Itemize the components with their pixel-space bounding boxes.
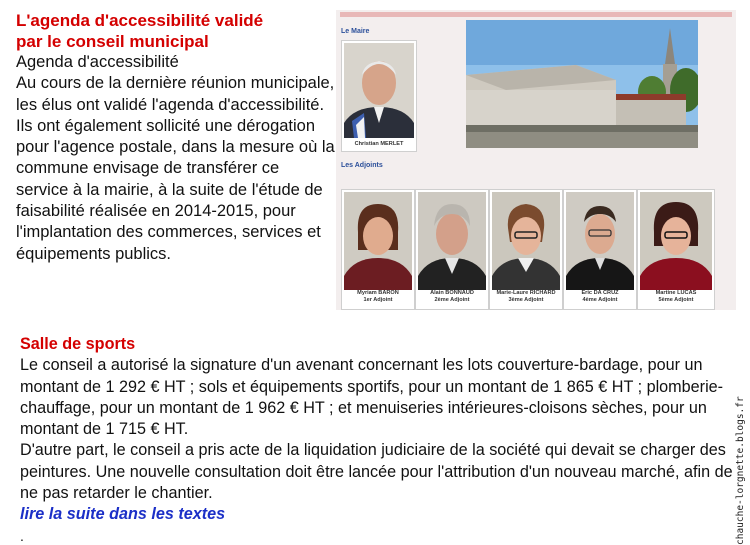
- article-headline: [16, 10, 336, 52]
- deputy-card-1: [341, 189, 415, 310]
- deputy-card-2: [415, 189, 489, 310]
- deputy-role-3: 3ème Adjoint: [508, 297, 544, 303]
- deputy-name-1: Myriam BARON: [357, 290, 399, 296]
- deputy-photo-5: [640, 192, 712, 290]
- deputy-caption-3: [490, 290, 562, 304]
- mayor-caption: [342, 141, 416, 148]
- deputies-section-label: Les Adjoints: [341, 162, 383, 169]
- deputy-name-2: Alain BONNAUD: [430, 290, 474, 296]
- sports-paragraph-1: Le conseil a autorisé la signature d'un avenant concernant les lots couverture-bardage, pour un montant de 1 292 € HT ; sols et équipements sportifs, pour un montant de 1 865 € HT ; plomberie-chauffage, pour un montant de 1 962 € HT ; et menuiseries intérieures-cloisons sèches, pour un montant de 1 715 € HT.: [20, 356, 724, 439]
- deputy-photo-4: [566, 192, 634, 290]
- council-photo-panel: [336, 10, 736, 310]
- headline-line-1: L'agenda d'accessibilité validé: [16, 11, 264, 30]
- sports-paragraph-2: D'autre part, le conseil a pris acte de la liquidation judiciaire de la société qui devait se charger des peintures. Une nouvelle consultation doit être lancée pour l'attribution d'un nouveau marché, afin de ne pas retarder le chantier.: [20, 441, 733, 503]
- deputy-caption-1: [342, 290, 414, 304]
- deputy-role-4: 4ème Adjoint: [582, 297, 618, 303]
- headline-line-2: par le conseil municipal: [16, 32, 209, 51]
- mayor-photo: [344, 43, 414, 138]
- deputy-caption-5: [638, 290, 714, 304]
- deputy-photo-3: [492, 192, 560, 290]
- deputy-name-5: Martine LUCAS: [655, 290, 697, 296]
- deputy-role-2: 2ème Adjoint: [434, 297, 470, 303]
- sports-section-title: Salle de sports: [20, 335, 136, 353]
- deputy-card-3: [489, 189, 563, 310]
- sports-hall-section: [20, 334, 735, 526]
- panel-top-bar: [340, 12, 732, 17]
- trailing-dot: .: [20, 528, 24, 544]
- mayor-name: Christian MERLET: [354, 141, 404, 147]
- mayor-section-label: Le Maire: [341, 28, 370, 35]
- article-body: Au cours de la dernière réunion municipale, les élus ont validé l'agenda d'accessibilité. Ils ont également sollicité une dérogation pour l'agence postale, dans la mesure où la commune envisage de transférer ce service à la mairie, à la suite de l'étude de faisabilité réalisée en 2014-2015, pour l'implantation des commerces, services et équipements publics.: [16, 74, 335, 263]
- read-more-link[interactable]: lire la suite dans les textes: [20, 505, 226, 524]
- deputy-role-1: 1er Adjoint: [363, 297, 393, 303]
- deputy-photo-1: [344, 192, 412, 290]
- article-subhead: Agenda d'accessibilité: [16, 53, 179, 71]
- sports-hall-photo: [466, 20, 698, 148]
- deputy-name-3: Marie-Laure RICHARD: [496, 290, 556, 296]
- deputy-role-5: 5ème Adjoint: [658, 297, 694, 303]
- mayor-portrait: [341, 40, 417, 152]
- article-intro: [16, 10, 336, 265]
- deputy-name-4: Eric DA CRUZ: [581, 290, 619, 296]
- blog-watermark: chauche-lorgnette.blogs.fr: [735, 396, 746, 545]
- deputy-caption-2: [416, 290, 488, 304]
- deputy-caption-4: [564, 290, 636, 304]
- deputy-photo-2: [418, 192, 486, 290]
- deputy-card-4: [563, 189, 637, 310]
- deputy-card-5: [637, 189, 715, 310]
